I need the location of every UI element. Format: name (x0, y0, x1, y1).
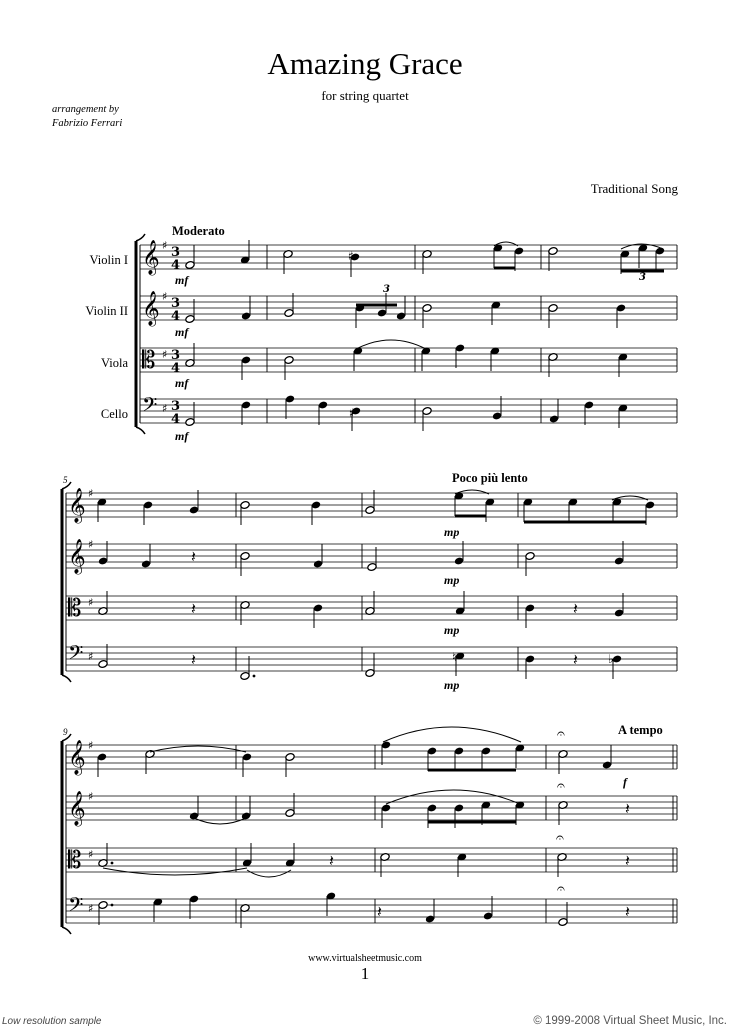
rest-9: 𝄽 (377, 902, 382, 921)
note-s2-p4-68-dot (253, 675, 256, 678)
instrument-label-cello: Cello (100, 407, 128, 421)
tempo-marking-moderato: Moderato (172, 224, 225, 238)
system-1-staff-2-key-signature-sharp: ♯ (162, 290, 168, 303)
rest-0: 𝄽 (191, 547, 196, 566)
accidental-sharp-2: ♯ (349, 406, 355, 420)
dynamic-mp-5: mp (444, 573, 460, 587)
note-s3-p3-93-dot (111, 862, 114, 865)
page-number: 1 (360, 964, 370, 983)
slur-s3-v1-m11 (383, 727, 521, 742)
tuplet-label-1: 3 (383, 284, 390, 295)
dynamic-mp-7: mp (444, 678, 460, 692)
system-1-staff-4-time-signature-bottom: 4 (171, 412, 181, 427)
system-3-staff-2-treble-clef-icon: 𝄞 (68, 791, 86, 826)
fermata-icon-2: 𝄐 (556, 830, 564, 846)
tuplet-label-0: 3 (639, 272, 646, 283)
system-1-staff-4-time-signature-top: 3 (171, 399, 181, 414)
rest-5: 𝄽 (329, 851, 334, 870)
rest-4: 𝄽 (573, 650, 578, 669)
system-2-staff-2-key-signature-sharp: ♯ (88, 538, 94, 551)
system-2-staff-3-alto-clef-icon: 𝄡 (68, 594, 82, 622)
slur-s3-v2-m9 (194, 818, 246, 824)
tempo-marking-poco-piu-lento: Poco più lento (452, 471, 528, 485)
system-1-staff-3-key-signature-sharp: ♯ (162, 348, 168, 361)
system-1-staff-4-bass-clef-icon: 𝄢 (142, 393, 158, 421)
system-3-staff-1-treble-clef-icon: 𝄞 (68, 740, 86, 775)
score-title: Amazing Grace (267, 46, 463, 81)
fermata-icon-1: 𝄐 (557, 778, 565, 794)
copyright-notice: © 1999-2008 Virtual Sheet Music, Inc. (533, 1015, 727, 1027)
arranger-line-1: arrangement by (52, 104, 119, 115)
score-subtitle: for string quartet (321, 88, 409, 103)
system-1-staff-3-alto-clef-icon: 𝄡 (142, 346, 156, 374)
system-1-staff-1-key-signature-sharp: ♯ (162, 239, 168, 252)
low-resolution-watermark: Low resolution sample (2, 1016, 102, 1027)
dynamic-mp-6: mp (444, 623, 460, 637)
fermata-icon-3: 𝄐 (557, 881, 565, 897)
instrument-label-violin-1: Violin I (89, 253, 128, 267)
system-2-staff-4-bass-clef-icon: 𝄢 (68, 641, 84, 669)
accidental-natural-1: ♮ (452, 650, 457, 664)
system-1-staff-1-time-signature-top: 3 (171, 245, 181, 260)
system-3-staff-4-bass-clef-icon: 𝄢 (68, 893, 84, 921)
system-3-staff-1-key-signature-sharp: ♯ (88, 739, 94, 752)
rest-7: 𝄽 (625, 851, 630, 870)
system-1-staff-2-time-signature-bottom: 4 (171, 309, 181, 324)
dynamic-mf-2: mf (175, 376, 189, 390)
rest-6: 𝄽 (625, 799, 630, 818)
system-3-staff-2-key-signature-sharp: ♯ (88, 790, 94, 803)
system-1-staff-3-time-signature-top: 3 (171, 348, 181, 363)
system-2-staff-1-treble-clef-icon: 𝄞 (68, 488, 86, 523)
measure-number-5: 5 (63, 475, 68, 485)
system-1-bracket-bottom (136, 427, 145, 434)
instrument-label-violin-2: Violin II (85, 304, 128, 318)
accidental-sharp-1: ♯ (348, 249, 354, 263)
system-2-bracket-bottom (62, 675, 71, 682)
system-3-staff-3-alto-clef-icon: 𝄡 (68, 846, 82, 874)
system-3-staff-3-key-signature-sharp: ♯ (88, 848, 94, 861)
system-3-staff-4-key-signature-sharp: ♯ (88, 902, 94, 915)
instrument-label-viola: Viola (100, 356, 128, 370)
rest-1: 𝄽 (191, 599, 196, 618)
system-1-staff-4-key-signature-sharp: ♯ (162, 402, 168, 415)
rest-8: 𝄽 (625, 902, 630, 921)
system-1-staff-3-time-signature-bottom: 4 (171, 361, 181, 376)
tempo-marking-a-tempo: A tempo (618, 723, 663, 737)
accidental-flat-1: ♭ (608, 652, 614, 666)
dynamic-mf-3: mf (175, 429, 189, 443)
dynamic-mf-1: mf (175, 325, 189, 339)
rest-3: 𝄽 (573, 599, 578, 618)
rest-2: 𝄽 (191, 650, 196, 669)
system-2-staff-3-key-signature-sharp: ♯ (88, 596, 94, 609)
system-2-staff-4-key-signature-sharp: ♯ (88, 650, 94, 663)
system-1-staff-1-time-signature-bottom: 4 (171, 258, 181, 273)
slur-s3-viola-m9 (103, 868, 247, 875)
system-1-staff-2-treble-clef-icon: 𝄞 (142, 291, 160, 326)
system-2-staff-1-key-signature-sharp: ♯ (88, 487, 94, 500)
system-2-staff-2-treble-clef-icon: 𝄞 (68, 539, 86, 574)
measure-number-9: 9 (63, 727, 68, 737)
dynamic-f-8: f (623, 775, 627, 789)
system-1-staff-2-time-signature-top: 3 (171, 296, 181, 311)
fermata-icon-0: 𝄐 (557, 726, 565, 742)
system-3-bracket-bottom (62, 927, 71, 934)
dynamic-mp-4: mp (444, 525, 460, 539)
composer-credit: Traditional Song (590, 181, 678, 196)
dynamic-mf-0: mf (175, 273, 189, 287)
note-s3-p4-99-dot (111, 904, 114, 907)
slur-s3-viola-m10 (247, 870, 291, 877)
arranger-line-2: Fabrizio Ferrari (52, 118, 123, 129)
footer-url: www.virtualsheetmusic.com (308, 953, 422, 964)
system-1-staff-1-treble-clef-icon: 𝄞 (142, 240, 160, 275)
